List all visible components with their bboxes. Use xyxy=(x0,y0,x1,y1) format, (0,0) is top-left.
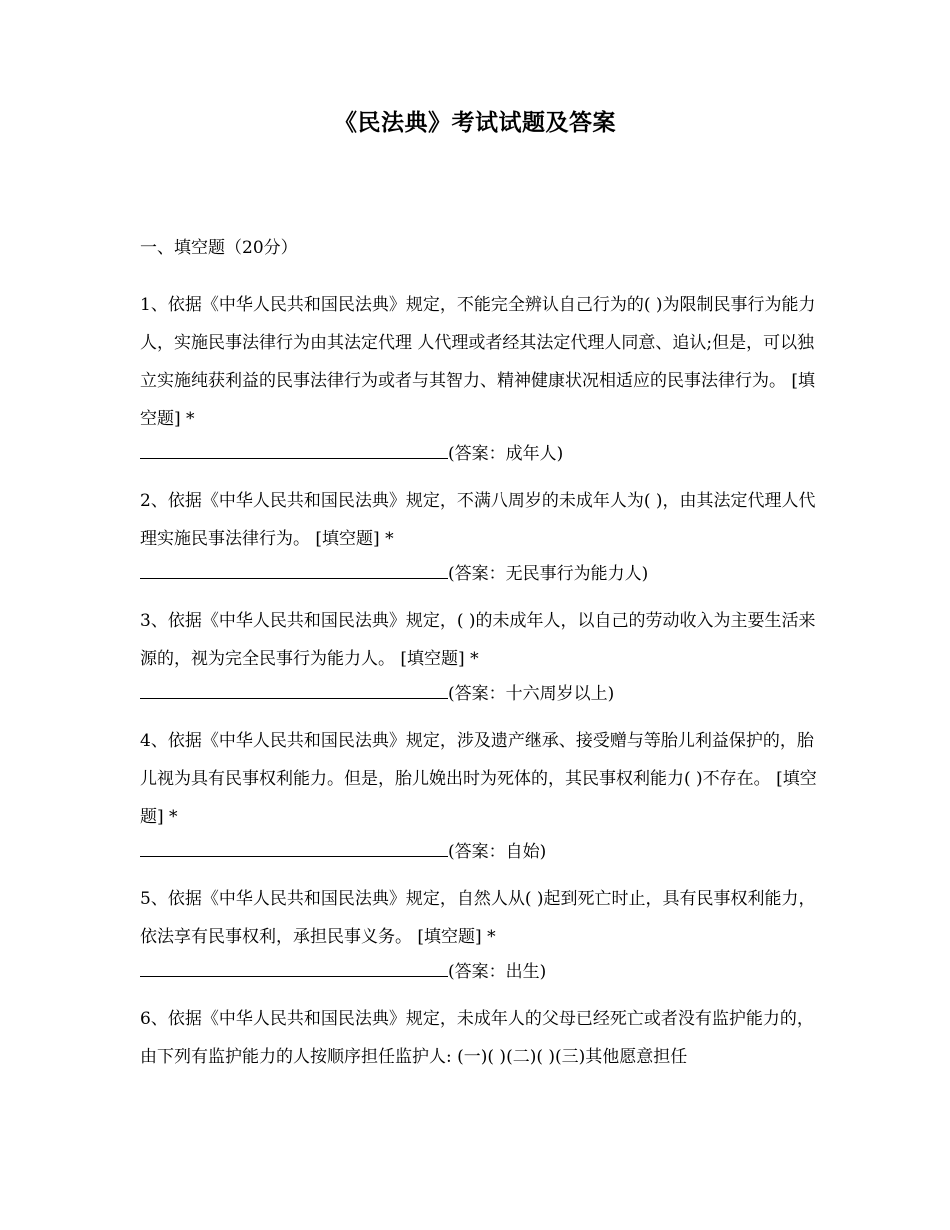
question-text: 4、依据《中华人民共和国民法典》规定，涉及遗产继承、接受赠与等胎儿利益保护的，胎儿视为具有民事权利能力。但是，胎儿娩出时为死体的，其民事权利能力( )不存在。 [填空题] * xyxy=(140,731,817,827)
answer-line xyxy=(140,956,830,986)
question-5 xyxy=(140,880,830,986)
answer-text: (答案：自始) xyxy=(448,842,547,862)
answer-line xyxy=(140,558,830,588)
answer-line xyxy=(140,438,830,468)
answer-blank xyxy=(140,836,448,857)
question-1 xyxy=(140,286,830,468)
question-3 xyxy=(140,602,830,708)
answer-blank xyxy=(140,956,448,977)
answer-text: (答案：成年人) xyxy=(448,444,564,464)
answer-text: (答案：出生) xyxy=(448,962,547,982)
question-text: 3、依据《中华人民共和国民法典》规定，( )的未成年人，以自己的劳动收入为主要生活来源的，视为完全民事行为能力人。 [填空题] * xyxy=(140,611,816,669)
answer-text: (答案：十六周岁以上) xyxy=(448,684,615,704)
answer-line xyxy=(140,678,830,708)
document-title: 《民法典》考试试题及答案 xyxy=(334,109,616,136)
question-6 xyxy=(140,1000,830,1076)
question-text: 1、依据《中华人民共和国民法典》规定，不能完全辨认自己行为的( )为限制民事行为能力人，实施民事法律行为由其法定代理 人代理或者经其法定代理人同意、追认;但是，可以独立实施纯获利益的民事法律行为或者与其智力、精神健康状况相适应的民事法律行为。 [填空题] * xyxy=(140,295,816,429)
question-2 xyxy=(140,482,830,588)
answer-text: (答案：无民事行为能力人) xyxy=(448,564,649,584)
document-body xyxy=(140,232,830,1076)
answer-blank xyxy=(140,678,448,699)
question-text: 2、依据《中华人民共和国民法典》规定，不满八周岁的未成年人为( )，由其法定代理人代理实施民事法律行为。 [填空题] * xyxy=(140,491,816,549)
answer-blank xyxy=(140,558,448,579)
answer-line xyxy=(140,836,830,866)
question-text: 5、依据《中华人民共和国民法典》规定，自然人从( )起到死亡时止，具有民事权利能力，依法享有民事权利，承担民事义务。 [填空题] * xyxy=(140,889,816,947)
question-text: 6、依据《中华人民共和国民法典》规定，未成年人的父母已经死亡或者没有监护能力的，由下列有监护能力的人按顺序担任监护人: (一)( )(二)( )(三)其他愿意担任 xyxy=(140,1009,814,1067)
answer-blank xyxy=(140,438,448,459)
question-4 xyxy=(140,722,830,866)
section-heading: 一、填空题（20分） xyxy=(140,238,298,258)
